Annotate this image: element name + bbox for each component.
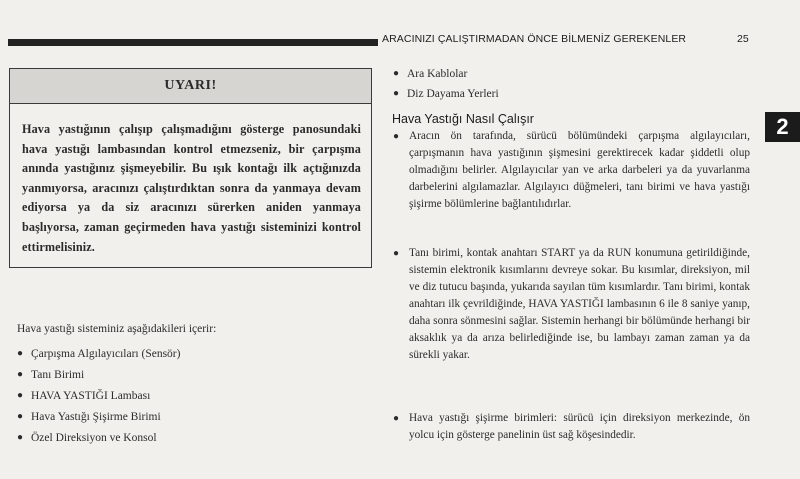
bullet-icon: ● xyxy=(17,411,24,422)
bullet-icon: ● xyxy=(17,432,24,443)
list-item: ● HAVA YASTIĞI Lambası xyxy=(17,390,151,402)
warning-box xyxy=(9,68,372,268)
running-header: ARACINIZI ÇALIŞTIRMADAN ÖNCE BİLMENİZ GEREKENLER xyxy=(382,33,687,45)
list-item: ● Çarpışma Algılayıcıları (Sensör) xyxy=(17,348,181,360)
paragraph-inflator-units xyxy=(393,410,750,444)
paragraph-sensors xyxy=(393,128,750,213)
bullet-icon: ● xyxy=(393,413,400,424)
warning-text: Hava yastığının çalışıp çalışmadığını gösterge panosundaki hava yastığı lambasından kontrol etmezseniz, bir çarpışma anında yastığınız şişmeyebilir. Bu ışık kontağı ilk açtığınızda yanmıyorsa, aracınızı çalıştırdıktan sonra da yanmaya devam ediyorsa ya da siz aracınızı sürerken aniden yanmaya başlıyorsa, zaman geçirmeden hava yastığı sisteminizi kontrol ettirmelisiniz. xyxy=(22,122,361,254)
components-list xyxy=(17,347,180,452)
header-rule xyxy=(8,39,378,46)
list-item: ● Diz Dayama Yerleri xyxy=(393,88,499,100)
paragraph-text: Aracın ön tarafında, sürücü bölümündeki çarpışma algılayıcıları, çarpışmanın hava yastığının şişmesini gerektirecek kadar şiddetli olup olmadığını belirler. Algılayıcılar yan ve arka darbeleri ya da yuvarlanma darbelerini algılamazlar. Algılayıcı düğmeleri, tanı birimi ve hava yastığı şişirme bölümlerine bağlantılıdırlar. xyxy=(409,130,750,210)
bullet-icon: ● xyxy=(17,348,24,359)
chapter-tab: 2 xyxy=(765,112,800,142)
bullet-icon: ● xyxy=(393,68,400,79)
paragraph-text: Tanı birimi, kontak anahtarı START ya da RUN konumuna getirildiğinde, sistemin elektronik kısımlarını devreye sokar. Bu kısımlar, direksiyon, mil ve diz tutucu başında, yukarıda sayılan tüm kısımlardır. Tanı birimi, kontak anahtarı ilk çevrildiğinde, HAVA YASTIĞI lambasının 6 ile 8 saniye yanıp, daha sonra sönmesini sağlar. Sistemin herhangi bir bölümünde herhangi bir aksaklık ya da arıza belirlediğinde ise, bu lambayı zaman zaman ya da sürekli yakar. xyxy=(409,247,750,361)
components-intro: Hava yastığı sisteminiz aşağıdakileri içerir: xyxy=(17,323,217,335)
list-item: ● Tanı Birimi xyxy=(17,369,85,381)
bullet-icon: ● xyxy=(393,248,400,259)
list-item: ● Özel Direksiyon ve Konsol xyxy=(17,432,157,444)
list-item: ● Ara Kablolar xyxy=(393,68,468,80)
bullet-icon: ● xyxy=(17,369,24,380)
components-list-continued xyxy=(393,67,499,107)
bullet-icon: ● xyxy=(17,390,24,401)
list-item: ● Hava Yastığı Şişirme Birimi xyxy=(17,411,161,423)
bullet-icon: ● xyxy=(393,131,400,142)
paragraph-diagnostic-unit xyxy=(393,245,750,364)
paragraph-text: Hava yastığı şişirme birimleri: sürücü için direksiyon merkezinde, ön yolcu için gösterge panelinin üst sağ köşesindedir. xyxy=(409,412,750,441)
warning-title: UYARI! xyxy=(10,69,371,104)
section-heading: Hava Yastığı Nasıl Çalışır xyxy=(392,112,534,126)
page-number: 25 xyxy=(737,33,749,45)
bullet-icon: ● xyxy=(393,88,400,99)
